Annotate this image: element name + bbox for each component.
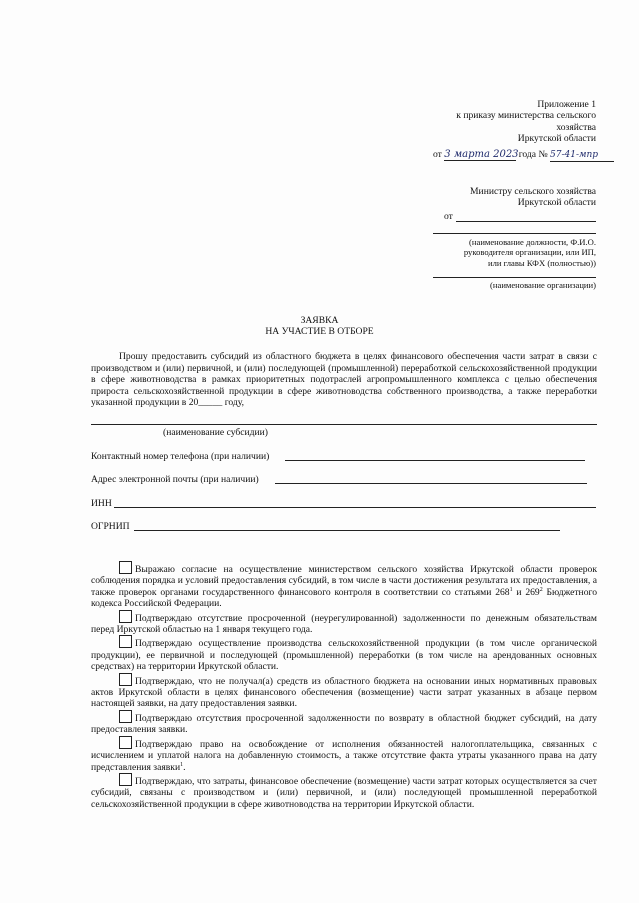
note-line: или главы КФХ (полностью)) [488, 257, 596, 268]
costs-related-checkbox[interactable] [119, 773, 132, 786]
email-field-line[interactable] [275, 483, 587, 484]
addressee-line: Министру сельского хозяйства [470, 186, 596, 197]
org-fill-line [433, 277, 596, 278]
footnote-mark: 1 [180, 761, 184, 768]
no-overdue-checkbox[interactable] [119, 710, 132, 723]
vat-exemption-checkbox[interactable] [119, 736, 132, 749]
inn-field-label: ИНН [91, 498, 112, 509]
checkbox-text: Подтверждаю отсутствие просроченной (неурегулированной) задолженности по денежным обязательствам перед Иркутской областью на 1 января текущего года. [91, 612, 597, 636]
from-label: от [433, 149, 442, 160]
subsidy-fill-line [91, 424, 597, 425]
footnote-mark: 1 [509, 586, 513, 593]
checkbox-item [91, 673, 597, 710]
addressee-block [420, 186, 596, 209]
checkbox-item [91, 773, 597, 810]
no-other-funds-checkbox[interactable] [119, 673, 132, 686]
phone-field-label: Контактный номер телефона (при наличии) [91, 451, 270, 462]
footnote-mark: 2 [539, 586, 543, 593]
annex-line: Приложение 1 [537, 99, 596, 110]
intro-paragraph: Прошу предоставить субсидий из областного бюджета в целях финансового обеспечения части затрат в связи с производством и (или) первичной, и (или) последующей (промышленной) переработкой сельскохозяйственной продукции в сфере животноводства в рамках приоритетных подотраслей агропромышленного комплекса с целью обеспечения прироста сельскохозяйственной продукции в сфере животноводства собственного производства, а также переработки указанной продукции в 20_____ году, [91, 351, 597, 409]
order-number-label: года № [518, 149, 548, 160]
checkbox-text: Подтверждаю отсутствия просроченной задолженности по возврату в областной бюджет субсидий, на дату предоставления заявки. [91, 712, 597, 736]
checkbox-text: Подтверждаю, что затраты, финансовое обеспечение (возмещение) части затрат которых осуществляется за счет субсидий, связаны с производством и (или) первичной, и (или) последующей промышленной переработкой сельскохозяйственной продукции в сфере животноводства на территории Иркутской области. [91, 775, 597, 810]
checkbox-text: Подтверждаю право на освобождение от исполнения обязанностей налогоплательщика, связанных с исчислением и уплатой налога на добавленную стоимость, а также отсутствие факта утраты указанного права на дату представления заявки [91, 738, 597, 773]
handwritten-date: 3 марта 2023 [444, 149, 519, 160]
from-label: от [444, 211, 453, 222]
checkbox-text: Выражаю согласие на осуществление министерством сельского хозяйства Иркутской области проверок соблюдения порядка и условий предоставления субсидий, в том числе в части достижения результата их предоставления, а также проверок органами государственного финансового контроля в соответствии со статьями 268 [91, 564, 597, 598]
inn-field-line[interactable] [114, 507, 596, 508]
handwritten-number: 57-41-мпр [550, 150, 614, 162]
checkbox-text: и 269 [512, 586, 540, 598]
ogrnip-field-label: ОГРНИП [91, 521, 130, 532]
title-line: НА УЧАСТИЕ В ОТБОРЕ [265, 326, 374, 338]
form-title [200, 315, 439, 338]
checkbox-item [91, 736, 597, 773]
no-debt-checkbox[interactable] [119, 610, 132, 623]
consent-checkbox[interactable] [119, 561, 132, 574]
title-line: ЗАЯВКА [300, 315, 339, 326]
checkbox-item [91, 561, 597, 610]
checkbox-item [91, 710, 597, 736]
checkbox-list [91, 561, 597, 810]
checkbox-text: Подтверждаю осуществление производства сельскохозяйственной продукции (в том числе органической продукции), ее первичной и последующей (промышленной) переработки (в том числе на арендованных основных средствах) на территории Иркутской области. [91, 638, 597, 673]
org-note: (наименование организации) [490, 280, 596, 290]
production-checkbox[interactable] [119, 635, 132, 648]
subsidy-note: (наименование субсидии) [163, 427, 268, 438]
annex-line: к приказу министерства сельского [456, 110, 596, 122]
checkbox-item [91, 635, 597, 672]
ogrnip-field-line[interactable] [134, 530, 560, 531]
checkbox-text: Бюджетного кодекса Российской Федерации. [91, 586, 597, 610]
checkbox-text: Подтверждаю, что не получал(а) средств из областного бюджета на основании иных нормативных правовых актов Иркутской области в целях финансового обеспечения (возмещение) части затрат указанных в абзаце первом настоящей заявки, на дату предоставления заявки. [91, 675, 597, 710]
checkbox-item [91, 610, 597, 636]
note-line: руководителя организации, или ИП, [463, 247, 596, 258]
order-date-line [433, 149, 633, 162]
phone-field-line[interactable] [285, 460, 585, 461]
from-fill-line-2 [433, 233, 596, 234]
from-fill-line [456, 221, 596, 222]
position-note [420, 237, 596, 268]
email-field-label: Адрес электронной почты (при наличии) [91, 474, 259, 485]
annex-line: Иркутской области [517, 133, 596, 145]
annex-line: хозяйства [556, 121, 596, 133]
addressee-line: Иркутской области [517, 197, 596, 209]
checkbox-text: . [183, 761, 186, 773]
note-line: (наименование должности, Ф.И.О. [469, 237, 596, 247]
annex-block [380, 99, 596, 145]
